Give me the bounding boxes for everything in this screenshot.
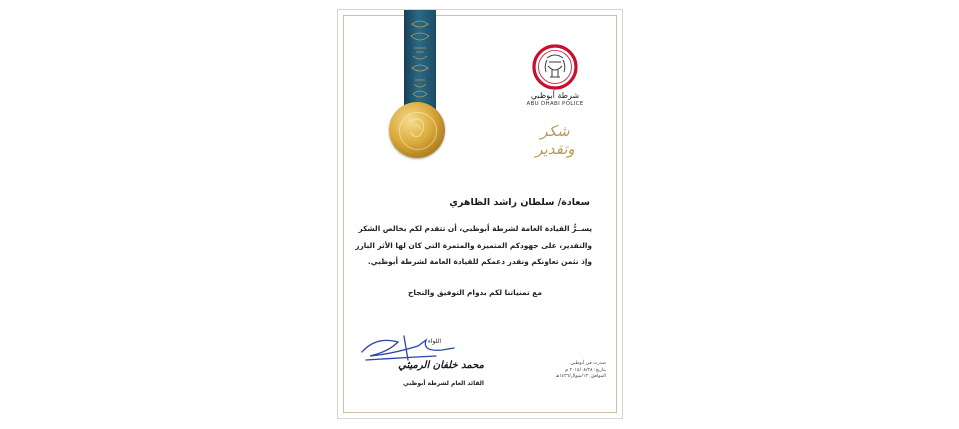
closing-wishes: مع تمنياتنا لكم بدوام التوفيق والنجاح	[408, 288, 542, 297]
signatory-rank: اللواء	[428, 338, 442, 345]
medal-emblem-icon	[389, 102, 445, 158]
recipient-name: سعادة/ سلطان راشد الظاهري	[449, 197, 590, 208]
body-line: والتقدير، على جهودكم المتميزة والمثمرة التي كان لها الأثر البارز	[355, 240, 592, 250]
police-name-arabic: شرطة أبوظبي	[530, 91, 580, 100]
signatory-name: محمد خلفان الرميثي	[398, 360, 484, 371]
signatory-role: القائد العام لشرطة أبوظبي	[403, 380, 484, 387]
certificate-title: شكر وتقدير	[535, 122, 575, 158]
certificate-frame	[343, 15, 617, 413]
issue-details	[546, 361, 606, 381]
issue-date-hijri: الموافق: ١٣/شوال/١٤٣٦هـ	[555, 374, 606, 380]
certificate-body	[355, 221, 592, 271]
ribbon-pattern-icon	[408, 18, 432, 102]
gold-medal-icon	[389, 102, 445, 158]
body-line: وإذ نثمن تعاونكم ونقدر دعمكم للقيادة العامة لشرطة أبوظبي.	[367, 257, 592, 266]
abu-dhabi-police-emblem-icon	[532, 44, 578, 90]
police-name-english: ABU DHABI POLICE	[526, 101, 584, 107]
certificate	[337, 9, 623, 419]
certificate-ribbon	[404, 10, 436, 110]
signature-block	[358, 330, 484, 402]
body-line: يســرُّ القيادة العامة لشرطة أبوظبي، أن تتقدم لكم بخالص الشكر	[358, 224, 592, 233]
issue-place: صدرت في أبوظبي	[570, 361, 606, 366]
issue-date-gregorian: بتاريخ: ٢٠١٥/٠٨/٢٨ م	[565, 367, 606, 373]
